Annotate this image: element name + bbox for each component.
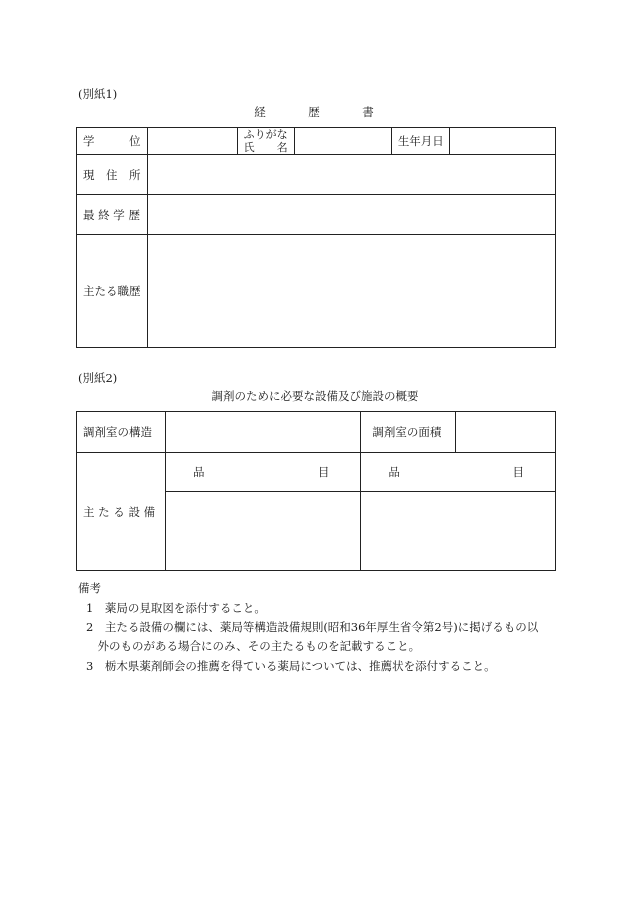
education-input[interactable]	[147, 195, 555, 235]
furigana-label: ふりがな	[243, 128, 288, 141]
item-header-right-b: 目	[512, 465, 524, 479]
facility-table	[76, 411, 556, 571]
item-header-left-b: 目	[317, 465, 330, 479]
career-label: 主たる職歴	[77, 235, 148, 348]
item-header-left-a: 品	[192, 465, 205, 479]
structure-label: 調剤室の構造	[77, 412, 166, 453]
name-input[interactable]	[294, 128, 392, 155]
sheet2-tag: (別紙2)	[78, 371, 118, 385]
resume-table	[76, 127, 556, 348]
education-label: 最 終 学 歴	[77, 195, 148, 235]
sheet1-title: 経 歴 書	[254, 105, 376, 119]
degree-input[interactable]	[147, 128, 237, 155]
area-label: 調剤室の面積	[361, 412, 456, 452]
item-header-left	[165, 453, 360, 492]
equipment-input-right[interactable]	[361, 492, 556, 571]
area-input[interactable]	[456, 412, 555, 452]
degree-label: 学 位	[77, 128, 148, 155]
notes-heading: 備考	[78, 581, 101, 595]
note-item: 2 主たる設備の欄には、薬局等構造設備規則(昭和36年厚生省令第2号)に掲げるもの以	[86, 620, 539, 634]
equipment-label: 主 た る 設 備	[77, 453, 166, 571]
item-header-right-a: 品	[388, 465, 400, 479]
name-label	[237, 128, 294, 155]
note-item: 3 栃木県薬剤師会の推薦を得ている薬局については、推薦状を添付すること。	[86, 659, 496, 673]
item-header-right	[361, 453, 556, 492]
name-label-text: 氏 名	[243, 141, 288, 154]
area-row	[361, 412, 556, 453]
address-input[interactable]	[147, 155, 555, 195]
note-item: 1 薬局の見取図を添付すること。	[86, 601, 266, 615]
equipment-input-left[interactable]	[165, 492, 360, 571]
sheet2-title: 調剤のために必要な設備及び施設の概要	[211, 389, 419, 403]
address-label: 現 住 所	[77, 155, 148, 195]
birthdate-label: 生年月日	[392, 128, 450, 155]
note-item: 外のものがある場合にのみ、その主たるものを記載すること。	[86, 639, 421, 653]
birthdate-input[interactable]	[450, 128, 556, 155]
career-input[interactable]	[147, 235, 555, 348]
sheet1-tag: (別紙1)	[78, 87, 118, 101]
structure-input[interactable]	[165, 412, 360, 453]
